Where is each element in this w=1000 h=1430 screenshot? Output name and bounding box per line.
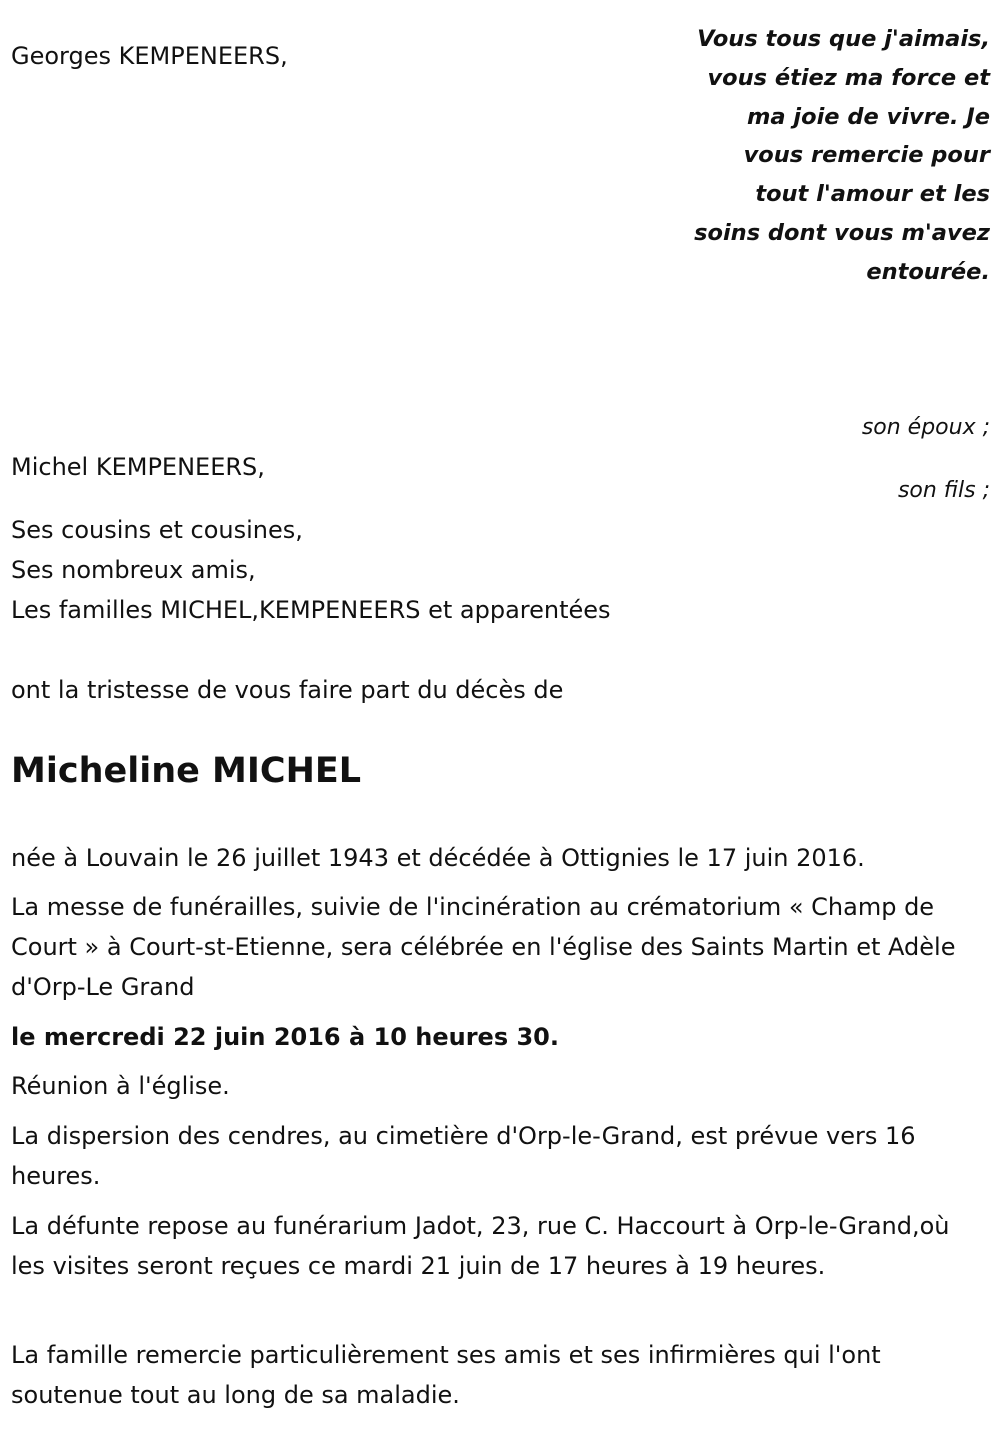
funeral-paragraph: La messe de funérailles, suivie de l'incinération au crématorium « Champ de Court » à Court-st-Etienne, sera célébrée en l'église des Saints Martin et Adèle d'Orp-Le Grand [11, 893, 956, 1001]
memorial-quote: Vous tous que j'aimais, vous étiez ma force et ma joie de vivre. Je vous remercie pour tout l'amour et les soins dont vous m'avez entourée. [694, 26, 990, 285]
families-line: Les familles MICHEL,KEMPENEERS et apparentées [11, 596, 611, 624]
meeting-line: Réunion à l'église. [11, 1072, 230, 1100]
husband-relation: son époux ; [861, 415, 990, 440]
birth-death-line: née à Louvain le 26 juillet 1943 et décédée à Ottignies le 17 juin 2016. [11, 844, 865, 872]
visitation-paragraph: La défunte repose au funérarium Jadot, 23, rue C. Haccourt à Orp-le-Grand,où les visites seront reçues ce mardi 21 juin de 17 heures à 19 heures. [11, 1212, 950, 1280]
announcement-line: ont la tristesse de vous faire part du décès de [11, 676, 564, 704]
funeral-date: le mercredi 22 juin 2016 à 10 heures 30. [11, 1023, 559, 1051]
son-name: Michel KEMPENEERS, [11, 453, 265, 481]
son-relation: son fils ; [897, 478, 990, 503]
cousins-line: Ses cousins et cousines, [11, 516, 303, 544]
husband-name: Georges KEMPENEERS, [11, 42, 288, 70]
friends-line: Ses nombreux amis, [11, 556, 256, 584]
ashes-paragraph: La dispersion des cendres, au cimetière d'Orp-le-Grand, est prévue vers 16 heures. [11, 1122, 916, 1190]
deceased-name: Micheline MICHEL [11, 751, 362, 791]
thanks-paragraph: La famille remercie particulièrement ses amis et ses infirmières qui l'ont soutenue tout au long de sa maladie. [11, 1341, 881, 1409]
